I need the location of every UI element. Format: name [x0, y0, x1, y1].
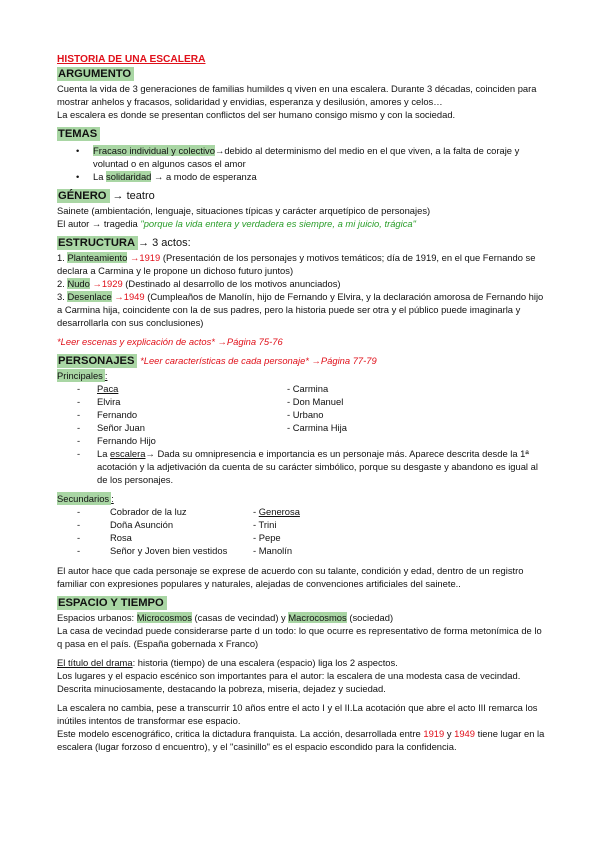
- temas-item-prefix: La: [93, 171, 107, 182]
- section-temas: [57, 127, 547, 183]
- argumento-paragraph-1: Cuenta la vida de 3 generaciones de familias humildes q viven en una escalera. Durante 3 décadas, coinciden para mostrar anhelos y fracasos, solidaridad y envidias, esperanza y desilusión, amores y celos…: [57, 83, 537, 107]
- personajes-paragraph: El autor hace que cada personaje se exprese de acuerdo con su talante, condición y edad, dentro de un registro familiar con expresiones populares y naturales, alejadas de convenciones artificiales del sainete..: [57, 565, 524, 589]
- list-item: - Rosa - Pepe: [77, 532, 281, 543]
- heading-estructura: ESTRUCTURA: [57, 236, 138, 250]
- escalera-text: → Dada su omnipresencia e importancia es un personaje más. Aparece descrita desde la 1ª acotación y la adjetivación da cuenta de su carácter simbólico, porque su desgaste y abandono es igual al de los personajes.: [97, 448, 538, 485]
- temas-item-1: [57, 144, 547, 170]
- item-number: 3.: [57, 291, 68, 302]
- list-item: - Paca - Carmina: [77, 383, 329, 394]
- heading-espacio: ESPACIO Y TIEMPO: [57, 596, 167, 610]
- section-espacio: [57, 596, 547, 753]
- heading-temas: TEMAS: [57, 127, 100, 141]
- principales-label-text: Principales: [57, 370, 103, 381]
- temas-item-text: → a modo de esperanza: [151, 171, 257, 182]
- list-item: - Cobrador de la luz - Generosa: [77, 506, 300, 517]
- highlight-text: Fracaso individual y colectivo: [93, 145, 215, 156]
- espacio-paragraph-5: La escalera no cambia, pese a transcurrir 10 años entre el acto I y el II.La acotación que abre el acto III remarca los inútiles intentos de transformar ese espacio.: [57, 702, 538, 726]
- highlight-text: Planteamiento: [67, 252, 128, 263]
- underlined-text: El título del drama: [57, 657, 133, 668]
- item-year: →1929: [89, 278, 123, 289]
- document-title: HISTORIA DE UNA ESCALERA: [57, 54, 206, 65]
- principales-list: [57, 382, 547, 447]
- highlight-text: solidaridad: [106, 171, 152, 182]
- item-text: (Presentación de los personajes y motivos temáticos; día de 1919, en el que Fernando se declara a Carmina y le propone un dichoso futuro juntos): [57, 252, 536, 276]
- escalera-word: escalera: [110, 448, 146, 459]
- genero-paragraph-2: [57, 217, 547, 230]
- genero-paragraph-1: Sainete (ambientación, lenguaje, situaciones típicas y carácter arquetípico de personajes): [57, 205, 431, 216]
- list-item: - Elvira - Don Manuel: [77, 396, 344, 407]
- estructura-item-3: [57, 290, 547, 329]
- item-year: →1949: [111, 291, 145, 302]
- document-page: [57, 53, 547, 753]
- section-estructura: [57, 236, 547, 348]
- highlight-text: Desenlace: [67, 291, 112, 302]
- list-item: - Fernando Hijo: [77, 435, 156, 446]
- temas-item-text: →debido al determinismo del medio en el que viven, a la falta de coraje y voluntad o en algunos casos el amor: [93, 145, 520, 169]
- heading-personajes: PERSONAJES: [57, 354, 137, 368]
- list-item: - Señor Juan - Carmina Hija: [77, 422, 347, 433]
- espacio-paragraph-2: La casa de vecindad puede considerarse parte d un todo: lo que ocurre es representativo de forma metonímica de lo q pasa en el país. (España gobernada x Franco): [57, 625, 542, 649]
- espacio-paragraph-6: Este modelo escenográfico, critica la dictadura franquista. La acción, desarrollada entre 1919 y 1949 tiene lugar en la escalera (lugar forzoso d encuentro), y el "casinillo" es el espacio escondido para la confidencia.: [57, 728, 545, 752]
- espacio-line-1: Espacios urbanos: Microcosmos (casas de vecindad) y Macrocosmos (sociedad): [57, 612, 394, 623]
- principales-label: Principales :: [57, 370, 108, 381]
- espacio-paragraph-4: Los lugares y el espacio escénico son importantes para el autor: la escalera de una modesta casa de vecindad. Descrita minuciosamente, destacando la pobreza, miseria, dejadez y suciedad.: [57, 670, 521, 694]
- section-genero: [57, 189, 547, 230]
- estructura-item-1: [57, 251, 547, 277]
- secundarios-label: Secundarios :: [57, 493, 114, 504]
- item-text: (Destinado al desarrollo de los motivos anunciados): [122, 278, 341, 289]
- escalera-item: - La escalera→ Dada su omnipresencia e importancia es un personaje más. Aparece descrita desde la 1ª acotación y la adjetivación da cuenta de su carácter simbólico, porque su desgaste y abandono es igual al de los personajes.: [77, 448, 538, 485]
- temas-list: [57, 144, 547, 183]
- secundarios-label-text: Secundarios: [57, 493, 110, 504]
- heading-genero: GÉNERO: [57, 189, 110, 203]
- section-personajes: [57, 354, 547, 590]
- item-number: 1.: [57, 252, 68, 263]
- estructura-suffix: → 3 actos:: [138, 237, 191, 249]
- genero-suffix: → teatro: [109, 190, 155, 202]
- item-number: 2.: [57, 278, 68, 289]
- estructura-note: *Leer escenas y explicación de actos* →Página 75-76: [57, 336, 283, 347]
- highlight-text: Microcosmos: [136, 612, 192, 623]
- secundarios-list: [57, 505, 547, 557]
- estructura-item-2: [57, 277, 547, 290]
- highlight-text: Macrocosmos: [288, 612, 347, 623]
- genero-text: El autor → tragedia: [57, 218, 141, 229]
- year-text: 1949: [454, 728, 475, 739]
- list-item: - Fernando - Urbano: [77, 409, 324, 420]
- list-item: - Señor y Joven bien vestidos - Manolín: [77, 545, 293, 556]
- genero-quote: "porque la vida entera y verdadera es siempre, a mi juicio, trágica": [140, 218, 416, 229]
- section-argumento: [57, 67, 547, 121]
- list-item: - Doña Asunción - Trini: [77, 519, 277, 530]
- highlight-text: Nudo: [67, 278, 90, 289]
- year-text: 1919: [423, 728, 445, 739]
- item-year: →1919: [127, 252, 161, 263]
- argumento-paragraph-2: La escalera es donde se presentan conflictos del ser humano consigo mismo y con la sociedad.: [57, 109, 456, 120]
- personajes-note: *Leer características de cada personaje* →Página 77-79: [137, 355, 377, 366]
- espacio-paragraph-3: El título del drama: historia (tiempo) de una escalera (espacio) liga los 2 aspectos.: [57, 657, 398, 668]
- temas-item-2: [57, 170, 547, 183]
- item-text: (Cumpleaños de Manolín, hijo de Fernando y Elvira, y la declaración amorosa de Fernando hijo a Carmina hija, coincidente con la de sus padres, pero la historia puede ser otra y el público puede imaginarla y desarrollarla con sus conclusiones): [57, 291, 544, 328]
- heading-argumento: ARGUMENTO: [57, 67, 134, 81]
